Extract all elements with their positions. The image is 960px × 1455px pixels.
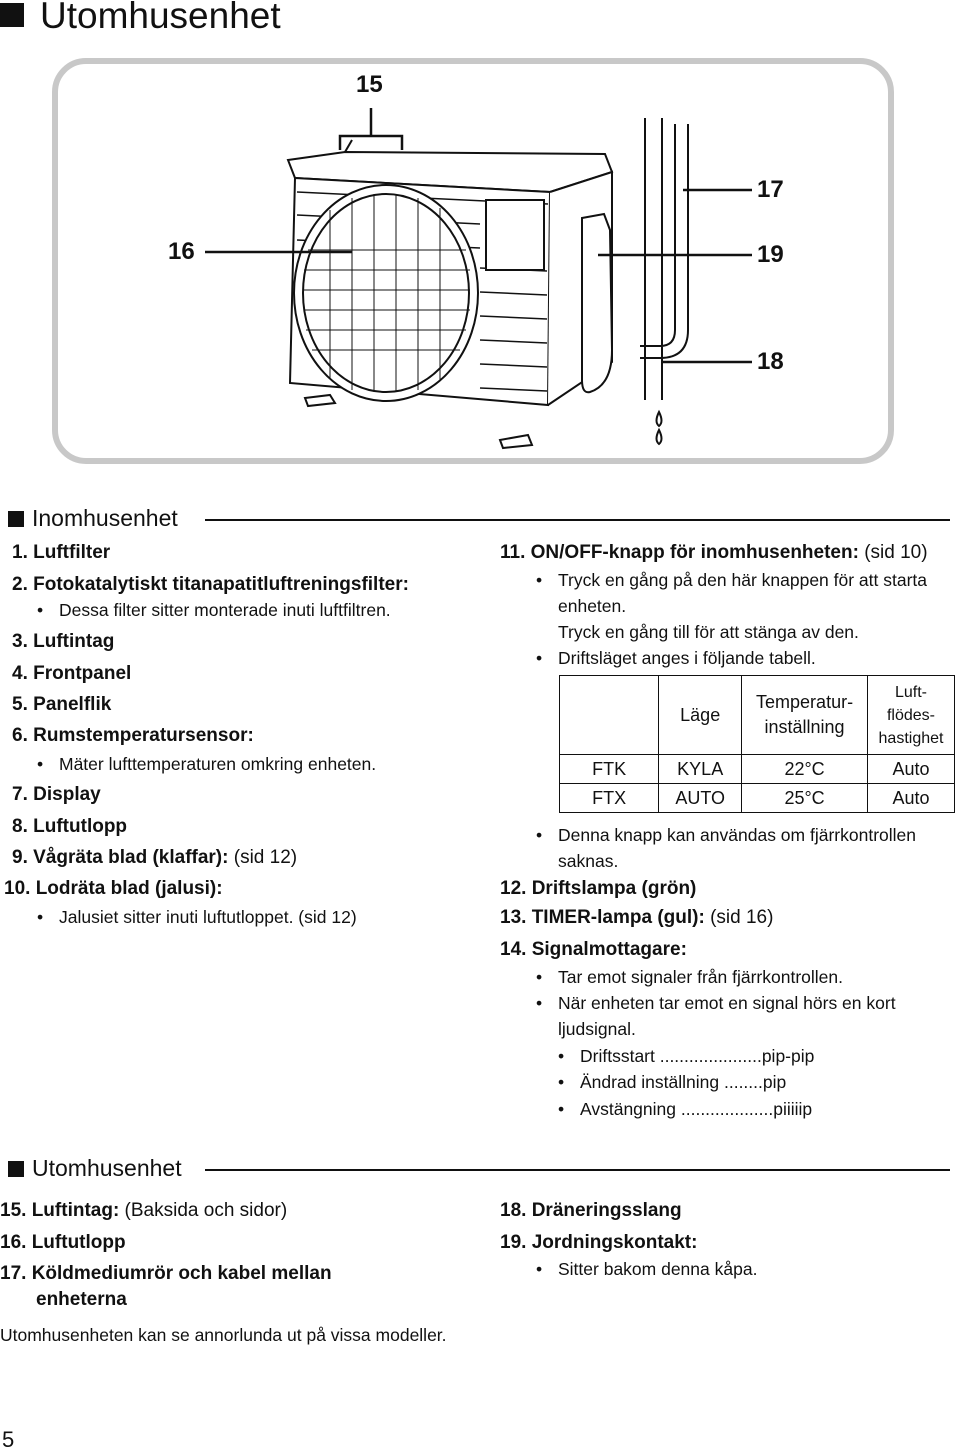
sound-change: • Ändrad inställning ........pip [580, 1069, 786, 1095]
table-row [560, 755, 955, 784]
outdoor-item-19: 19. Jordningskontakt: [500, 1232, 698, 1253]
table-cell-mode: KYLA [659, 755, 742, 784]
indoor-item-10-note: • Jalusiet sitter inuti luftutloppet. (sid 12) [59, 904, 357, 930]
indoor-item-6-note: • Mäter lufttemperaturen omkring enheten. [59, 751, 376, 777]
item-11-note-3b: saknas. [558, 851, 619, 871]
indoor-item-10: 10. Lodräta blad (jalusi): [4, 878, 223, 899]
indoor-item-2: 2. Fotokatalytiskt titanapatitluftreningsfilter: [12, 574, 409, 595]
outdoor-item-16: 16. Luftutlopp [0, 1232, 126, 1253]
item-14-note-1: • Tar emot signaler från fjärrkontrollen. [558, 964, 843, 990]
sound-stop: • Avstängning ...................piiiiip [580, 1096, 812, 1122]
callout-19: 19 [757, 241, 784, 268]
indoor-item-6: 6. Rumstemperatursensor: [12, 725, 254, 746]
table-cell-flow: Auto [867, 755, 954, 784]
outdoor-item-17: 17. Köldmediumrör och kabel mellan [0, 1263, 332, 1284]
page-number: 5 [2, 1427, 15, 1452]
table-header-temp: Temperatur- inställning [742, 676, 868, 755]
indoor-item-2-note: • Dessa filter sitter monterade inuti luftfiltren. [59, 597, 391, 623]
item-11-note-1c: Tryck en gång till för att stänga av den. [558, 622, 859, 642]
outdoor-item-18: 18. Dräneringsslang [500, 1200, 682, 1221]
indoor-item-3: 3. Luftintag [12, 631, 115, 652]
table-row [560, 784, 955, 813]
indoor-heading: Inomhusenhet [8, 504, 178, 532]
indoor-item-5: 5. Panelflik [12, 694, 112, 715]
table-header-blank [560, 676, 659, 755]
callout-15: 15 [356, 71, 383, 98]
page-title: Utomhusenhet [0, 0, 281, 38]
item-14-note-2b: ljudsignal. [558, 1019, 636, 1039]
table-header-flow: Luft- flödes- hastighet [867, 676, 954, 755]
indoor-item-13: 13. TIMER-lampa (gul): (sid 16) [500, 907, 774, 928]
outdoor-item-17-cont: enheterna [36, 1289, 127, 1310]
table-cell-temp: 25°C [742, 784, 868, 813]
square-marker [8, 511, 24, 527]
outdoor-unit-illustration [0, 0, 960, 480]
item-11-note-1b: enheten. [558, 596, 627, 616]
table-cell-model: FTX [560, 784, 659, 813]
table-cell-temp: 22°C [742, 755, 868, 784]
item-11-note-3: • Denna knapp kan användas om fjärrkontrollen [558, 822, 916, 848]
item-11-note-1: • Tryck en gång på den här knappen för att starta [558, 567, 927, 593]
indoor-item-7: 7. Display [12, 784, 101, 805]
outdoor-heading: Utomhusenhet [8, 1154, 182, 1182]
indoor-item-14: 14. Signalmottagare: [500, 939, 687, 960]
callout-17: 17 [757, 176, 784, 203]
sound-start: • Driftsstart .....................pip-pip [580, 1043, 814, 1069]
indoor-item-4: 4. Frontpanel [12, 663, 132, 684]
footer-note: Utomhusenheten kan se annorlunda ut på vissa modeller. [0, 1325, 447, 1345]
table-cell-flow: Auto [867, 784, 954, 813]
indoor-rule [205, 519, 950, 521]
item-11-note-2: • Driftsläget anges i följande tabell. [558, 645, 816, 671]
table-cell-model: FTK [560, 755, 659, 784]
table-header-mode: Läge [659, 676, 742, 755]
square-marker [8, 1161, 24, 1177]
indoor-item-9: 9. Vågräta blad (klaffar): (sid 12) [12, 847, 298, 868]
table-cell-mode: AUTO [659, 784, 742, 813]
item-19-note: • Sitter bakom denna kåpa. [558, 1256, 757, 1282]
indoor-item-11: 11. ON/OFF-knapp för inomhusenheten: (sid 10) [500, 542, 928, 563]
indoor-item-1: 1. Luftfilter [12, 542, 111, 563]
callout-16: 16 [168, 238, 195, 265]
outdoor-item-15: 15. Luftintag: (Baksida och sidor) [0, 1200, 288, 1221]
item-14-note-2: • När enheten tar emot en signal hörs en kort [558, 990, 896, 1016]
outdoor-rule [205, 1169, 950, 1171]
indoor-item-8: 8. Luftutlopp [12, 816, 128, 837]
callout-18: 18 [757, 348, 784, 375]
indoor-item-12: 12. Driftslampa (grön) [500, 878, 697, 899]
table-header-row [560, 676, 955, 755]
mode-table [559, 675, 955, 813]
